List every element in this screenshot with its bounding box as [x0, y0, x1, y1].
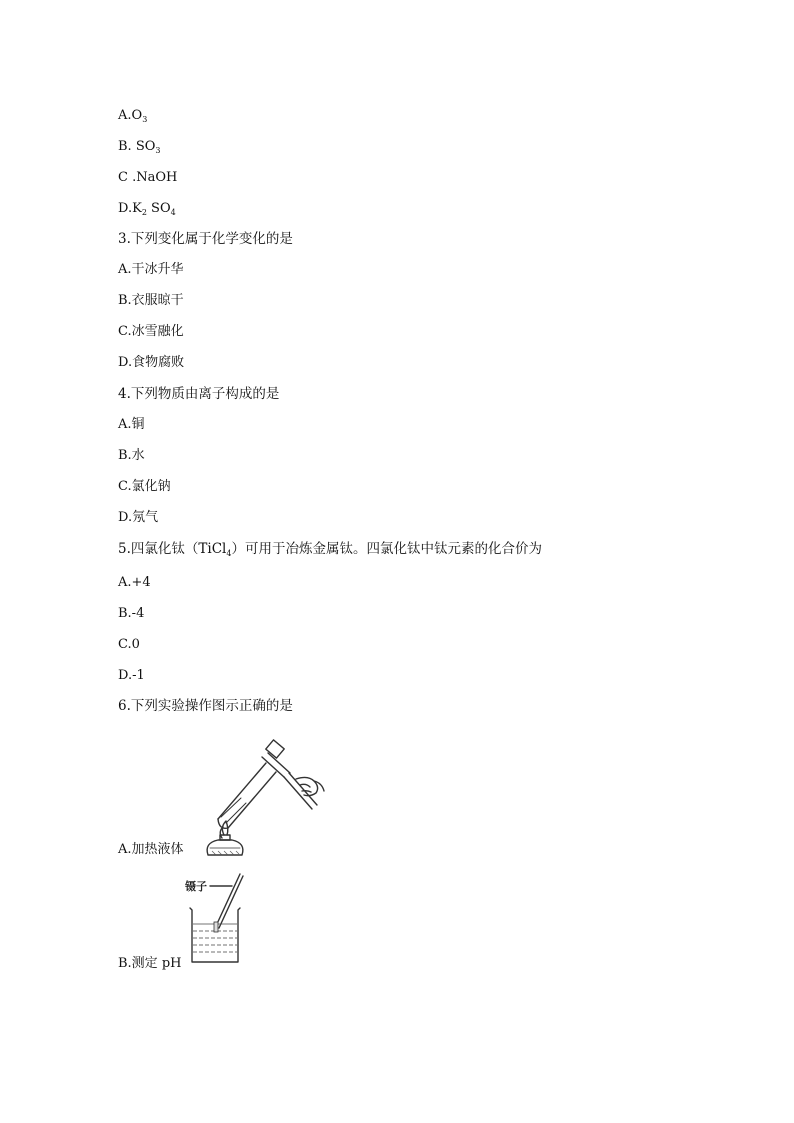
q2-option-b: B. $SO_3$ [118, 139, 161, 155]
q4-option-d: D.氖气 [118, 510, 159, 525]
q3-option-b: B.衣服晾干 [118, 293, 184, 308]
q2-option-a: $A.O_3$ [118, 108, 148, 124]
q5-option-a: A.+4 [118, 575, 151, 590]
q6-stem: 6.下列实验操作图示正确的是 [118, 698, 293, 714]
q3-option-a: A.干冰升华 [118, 262, 184, 277]
measure-ph-figure [180, 870, 250, 968]
q3-option-d: D.食物腐败 [118, 355, 185, 370]
q3-stem: 3.下列变化属于化学变化的是 [118, 231, 293, 247]
q4-option-b: B.水 [118, 448, 145, 463]
q4-stem: 4.下列物质由离子构成的是 [118, 386, 280, 402]
q5-option-c: C.0 [118, 637, 140, 652]
q5-option-b: B.-4 [118, 606, 145, 621]
q2-option-d: $D.K_2$ $SO_4$ [118, 201, 176, 217]
q3-option-c: C.冰雪融化 [118, 324, 184, 339]
q6-option-b: B.测定 pH [118, 956, 182, 971]
q4-option-a: A.铜 [118, 417, 145, 432]
tweezers-label: 镊子 [185, 880, 207, 893]
q6-option-a: A.加热液体 [118, 842, 184, 857]
heating-liquid-figure [196, 735, 326, 857]
q5-stem: 5.四氯化钛（TiCl$_4$）可用于冶炼金属钛。四氯化钛中钛元素的化合价为 [118, 541, 542, 558]
q4-option-c: C.氯化钠 [118, 479, 171, 494]
q2-option-c: C .NaOH [118, 170, 178, 185]
q5-option-d: D.-1 [118, 668, 145, 683]
